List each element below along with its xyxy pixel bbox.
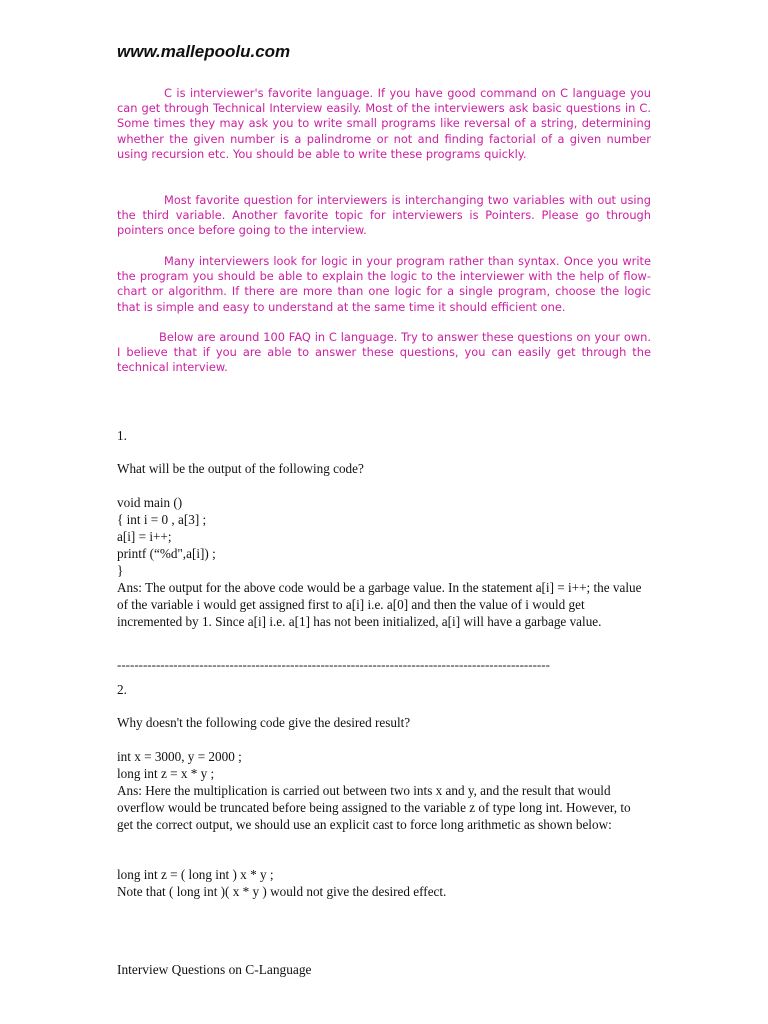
question-2-note: Note that ( long int )( x * y ) would not give the desired effect. — [117, 884, 447, 899]
question-2-number: 2. — [117, 682, 127, 697]
intro-paragraph-4: Below are around 100 FAQ in C language. Try to answer these questions on your own. I believe that if you are able to answer these questions, you can easily get through the technical interview. — [117, 330, 651, 375]
intro-paragraph-2: Most favorite question for interviewers is interchanging two variables with out using the third variable. Another favorite topic for interviewers is Pointers. Please go through pointers once before going to the interview. — [117, 193, 651, 238]
code-line: void main () — [117, 495, 183, 510]
question-separator: ---------------------------------------------------------------------------------------------------- — [117, 658, 550, 672]
question-1-code — [117, 494, 637, 579]
page-footer: Interview Questions on C-Language — [117, 962, 312, 977]
intro-paragraph-3: Many interviewers look for logic in your program rather than syntax. Once you write the program you should be able to explain the logic to the interviewer with the help of flow-chart or algorithm. If there are more than one logic for a single program, choose the logic that is simple and easy to understand at the same time it should efficient one. — [117, 254, 651, 314]
question-1-answer: Ans: The output for the above code would be a garbage value. In the statement a[i] = i++; the value of the variable i would get assigned first to a[i] i.e. a[0] and then the value of i would get incremented by 1. Since a[i] i.e. a[1] has not been initialized, a[i] will have a garbage value. — [117, 580, 642, 629]
question-1-text: What will be the output of the following code? — [117, 461, 364, 476]
site-url-header: www.mallepoolu.com — [117, 42, 291, 61]
question-1-number: 1. — [117, 428, 127, 443]
intro-paragraph-1: C is interviewer's favorite language. If you have good command on C language you can get through Technical Interview easily. Most of the interviewers ask basic questions in C. Some times they may ask you to write small programs like reversal of a string, determining whether the given number is a palindrome or not and finding factorial of a given number using recursion etc. You should be able to write these programs quickly. — [117, 86, 651, 161]
code-line: int x = 3000, y = 2000 ; — [117, 749, 242, 764]
code-line: printf (“%d",a[i]) ; — [117, 546, 216, 561]
code-line: } — [117, 563, 124, 578]
code-line: a[i] = i++; — [117, 529, 172, 544]
question-2-answer: Ans: Here the multiplication is carried out between two ints x and y, and the result that would overflow would be truncated before being assigned to the variable z of type long int. However, to get the correct output, we should use an explicit cast to force long arithmetic as shown below: — [117, 783, 631, 832]
question-2-text: Why doesn't the following code give the desired result? — [117, 715, 411, 730]
code-line: long int z = x * y ; — [117, 766, 215, 781]
code-line: { int i = 0 , a[3] ; — [117, 512, 207, 527]
question-2-fix-code: long int z = ( long int ) x * y ; — [117, 867, 274, 882]
question-2-code — [117, 748, 637, 782]
